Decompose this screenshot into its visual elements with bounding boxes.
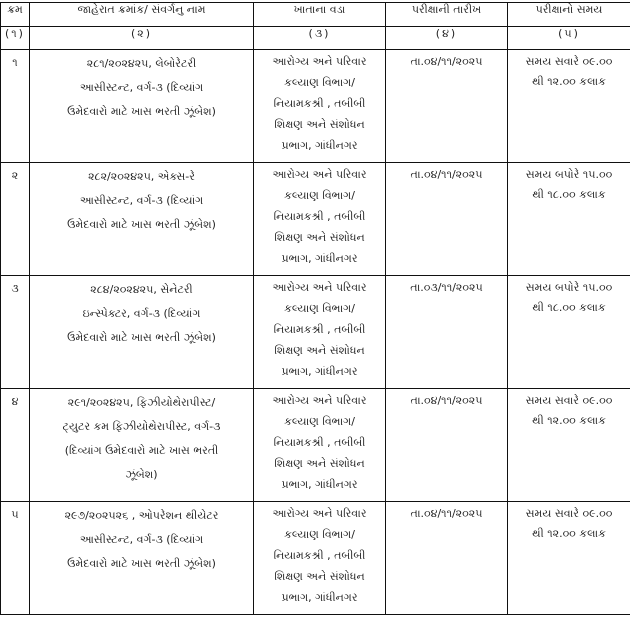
header-time: પરીક્ષાનો સમય bbox=[508, 3, 630, 27]
post-name-line: ઉમેદવારો માટે ખાસ ભરતી ઝૂંબેશ) bbox=[67, 331, 216, 344]
post-name-line: આસીસ્ટન્ટ, વર્ગ-૩ (દિવ્યાંગ bbox=[79, 194, 204, 207]
exam-time-cell bbox=[508, 50, 630, 163]
post-name-cell bbox=[30, 389, 254, 502]
department-line: આરોગ્ય અને પરિવાર bbox=[272, 394, 367, 407]
exam-time-line: સમય બપોરે ૧૫.૦૦ bbox=[525, 281, 613, 294]
department-line: આરોગ્ય અને પરિવાર bbox=[272, 281, 367, 294]
header-date: પરીક્ષાની તારીખ bbox=[386, 3, 508, 27]
department-line: નિયામકશ્રી , તબીબી bbox=[273, 323, 366, 336]
col-number-4: (૪) bbox=[386, 27, 508, 50]
department-cell bbox=[254, 163, 386, 276]
exam-time-cell bbox=[508, 276, 630, 389]
department-line: પ્રભાગ, ગાંધીનગર bbox=[281, 252, 358, 265]
post-name-line: ટ્યુટર કમ ફિઝીયોથેરાપીસ્ટ, વર્ગ-૩ bbox=[62, 420, 221, 433]
department-line: શિક્ષણ અને સંશોધન bbox=[274, 344, 365, 357]
exam-time-line: સમય બપોરે ૧૫.૦૦ bbox=[525, 168, 613, 181]
serial-cell: ૩ bbox=[1, 276, 30, 389]
post-name-line: ઇન્સ્પેક્ટર, વર્ગ-૩ (દિવ્યાંગ bbox=[82, 307, 201, 320]
col-number-3: (૩) bbox=[254, 27, 386, 50]
post-name-cell bbox=[30, 276, 254, 389]
exam-date-cell: તા.૦૪/૧૧/૨૦૨૫ bbox=[386, 50, 508, 163]
header-row bbox=[1, 3, 630, 27]
department-line: પ્રભાગ, ગાંધીનગર bbox=[281, 478, 358, 491]
exam-date-cell: તા.૦૪/૧૧/૨૦૨૫ bbox=[386, 163, 508, 276]
table-body bbox=[1, 50, 630, 615]
department-line: કલ્યાણ વિભાગ/ bbox=[284, 76, 355, 89]
exam-date-cell: તા.૦૩/૧૧/૨૦૨૫ bbox=[386, 276, 508, 389]
exam-time-cell bbox=[508, 389, 630, 502]
post-name-line: આસીસ્ટન્ટ, વર્ગ-૩ (દિવ્યાંગ bbox=[79, 81, 204, 94]
table-row bbox=[1, 163, 630, 276]
post-name-cell bbox=[30, 50, 254, 163]
post-name-line: ઝૂંબેશ) bbox=[125, 468, 158, 481]
department-line: પ્રભાગ, ગાંધીનગર bbox=[281, 139, 358, 152]
table-row bbox=[1, 50, 630, 163]
serial-cell: ૧ bbox=[1, 50, 30, 163]
post-name-line: ઉમેદવારો માટે ખાસ ભરતી ઝૂંબેશ) bbox=[67, 557, 216, 570]
serial-cell: ૨ bbox=[1, 163, 30, 276]
department-line: નિયામકશ્રી , તબીબી bbox=[273, 210, 366, 223]
post-name-line: ૨૯૭/૨૦૨૫૨૬ , ઓપરેશન થીયેટર bbox=[64, 509, 219, 522]
department-line: પ્રભાગ, ગાંધીનગર bbox=[281, 365, 358, 378]
col-number-5: (૫) bbox=[508, 27, 630, 50]
table-row bbox=[1, 389, 630, 502]
department-line: નિયામકશ્રી , તબીબી bbox=[273, 549, 366, 562]
post-name-line: ઉમેદવારો માટે ખાસ ભરતી ઝૂંબેશ) bbox=[67, 218, 216, 231]
post-name-cell bbox=[30, 502, 254, 615]
department-line: કલ્યાણ વિભાગ/ bbox=[284, 189, 355, 202]
exam-date-cell: તા.૦૪/૧૧/૨૦૨૫ bbox=[386, 502, 508, 615]
department-line: કલ્યાણ વિભાગ/ bbox=[284, 302, 355, 315]
exam-time-cell bbox=[508, 163, 630, 276]
table-row bbox=[1, 502, 630, 615]
serial-cell: ૪ bbox=[1, 389, 30, 502]
department-cell bbox=[254, 389, 386, 502]
col-number-1: (૧) bbox=[1, 27, 30, 50]
exam-time-line: સમય સવારે ૦૯.૦૦ bbox=[525, 55, 613, 68]
header-dept: ખાતાના વડા bbox=[254, 3, 386, 27]
post-name-line: (દિવ્યાંગ ઉમેદવારો માટે ખાસ ભરતી bbox=[64, 444, 219, 457]
col-number-2: (૨) bbox=[30, 27, 254, 50]
department-cell bbox=[254, 276, 386, 389]
header-post: જાહેરાત ક્રમાંક/ સંવર્ગનુ નામ bbox=[30, 3, 254, 27]
department-line: પ્રભાગ, ગાંધીનગર bbox=[281, 591, 358, 604]
post-name-line: ઉમેદવારો માટે ખાસ ભરતી ઝૂંબેશ) bbox=[67, 105, 216, 118]
department-cell bbox=[254, 50, 386, 163]
post-name-line: આસીસ્ટન્ટ, વર્ગ-૩ (દિવ્યાંગ bbox=[79, 533, 204, 546]
department-line: કલ્યાણ વિભાગ/ bbox=[284, 415, 355, 428]
exam-time-line: સમય સવારે ૦૯.૦૦ bbox=[525, 507, 613, 520]
exam-date-cell: તા.૦૪/૧૧/૨૦૨૫ bbox=[386, 389, 508, 502]
department-line: આરોગ્ય અને પરિવાર bbox=[272, 55, 367, 68]
department-line: આરોગ્ય અને પરિવાર bbox=[272, 168, 367, 181]
post-name-line: ૨૮૧/૨૦૨૪૨૫, લેબોરેટરી bbox=[86, 57, 197, 70]
exam-time-line: થી ૧૨.૦૦ કલાક bbox=[532, 527, 606, 540]
department-line: શિક્ષણ અને સંશોધન bbox=[274, 118, 365, 131]
header-sr: ક્રમ bbox=[1, 3, 30, 27]
department-line: કલ્યાણ વિભાગ/ bbox=[284, 528, 355, 541]
department-line: નિયામકશ્રી , તબીબી bbox=[273, 436, 366, 449]
department-line: નિયામકશ્રી , તબીબી bbox=[273, 97, 366, 110]
post-name-cell bbox=[30, 163, 254, 276]
post-name-line: ૨૮૨/૨૦૨૪૨૫, એક્સ-રે bbox=[88, 170, 195, 183]
exam-schedule-table bbox=[0, 2, 630, 615]
exam-time-line: થી ૧૨.૦૦ કલાક bbox=[532, 75, 606, 88]
exam-time-line: સમય સવારે ૦૯.૦૦ bbox=[525, 394, 613, 407]
numbering-row bbox=[1, 27, 630, 50]
exam-time-cell bbox=[508, 502, 630, 615]
department-cell bbox=[254, 502, 386, 615]
exam-time-line: થી ૧૮.૦૦ કલાક bbox=[532, 188, 606, 201]
post-name-line: ૨૮૪/૨૦૨૪૨૫, સેનેટરી bbox=[90, 283, 193, 296]
department-line: શિક્ષણ અને સંશોધન bbox=[274, 231, 365, 244]
department-line: શિક્ષણ અને સંશોધન bbox=[274, 457, 365, 470]
department-line: શિક્ષણ અને સંશોધન bbox=[274, 570, 365, 583]
exam-time-line: થી ૧૮.૦૦ કલાક bbox=[532, 301, 606, 314]
table-row bbox=[1, 276, 630, 389]
department-line: આરોગ્ય અને પરિવાર bbox=[272, 507, 367, 520]
exam-time-line: થી ૧૨.૦૦ કલાક bbox=[532, 414, 606, 427]
serial-cell: ૫ bbox=[1, 502, 30, 615]
post-name-line: ૨૯૧/૨૦૨૪૨૫, ફિઝીયોથેરાપીસ્ટ/ bbox=[67, 396, 216, 409]
